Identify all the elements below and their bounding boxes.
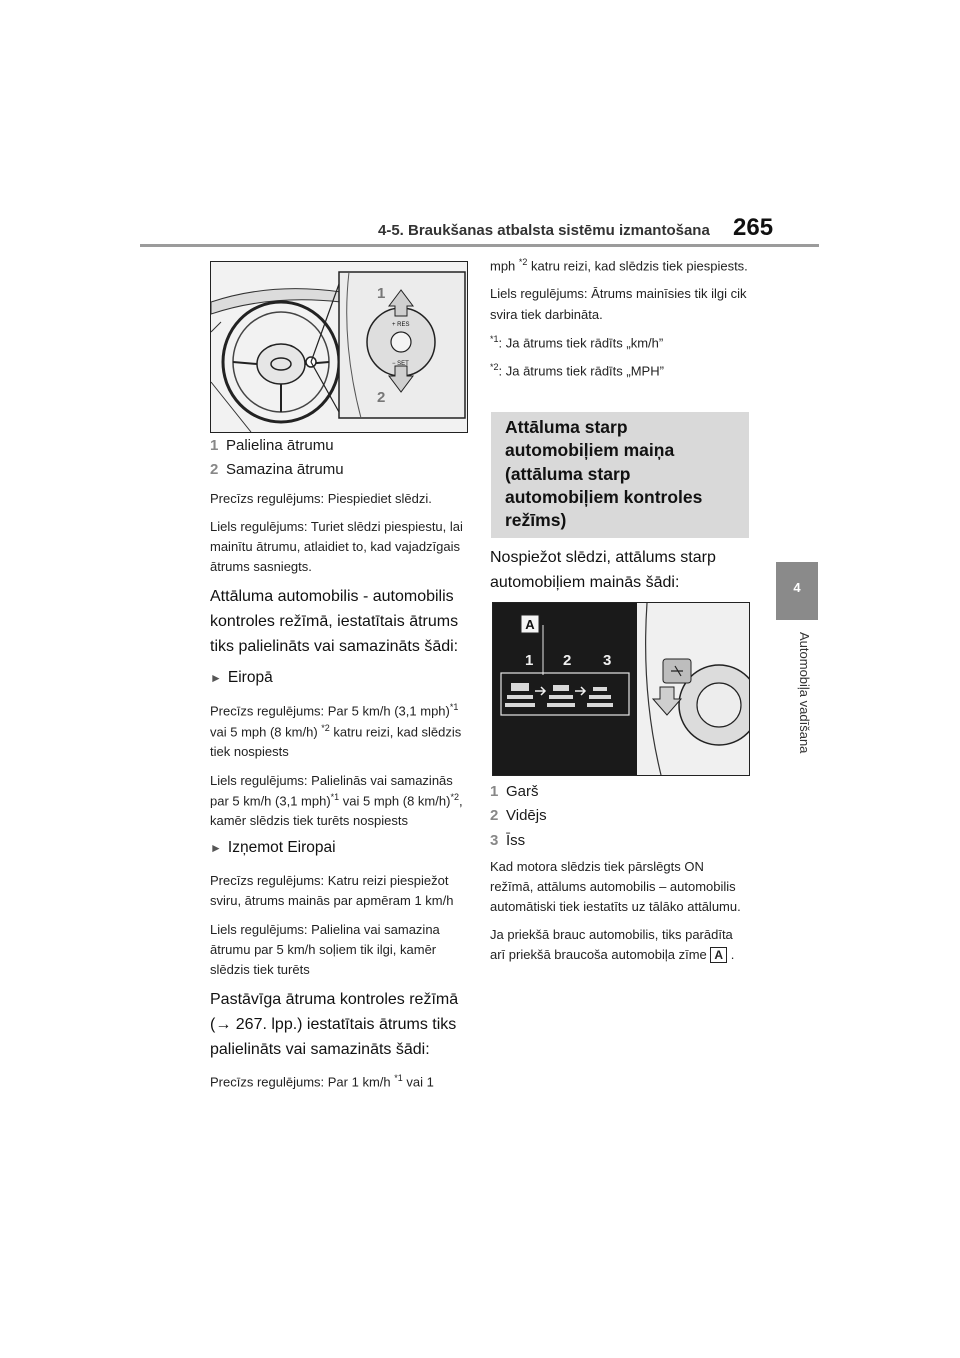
right-column-lower [490, 782, 748, 973]
header-rule [140, 244, 819, 247]
text: Liels regulējums: Palielinās vai samazinās par 5 km/h (3,1 mph) [210, 772, 453, 808]
distance-3: 3 [603, 652, 612, 669]
right-column [490, 256, 748, 390]
section-intro [490, 546, 748, 606]
footnote-ref: *2 [450, 791, 459, 802]
footnote-ref: *1 [449, 702, 459, 713]
paragraph [490, 925, 748, 965]
text: vai 5 mph (8 km/h) [339, 793, 451, 808]
chapter-tab-number: 4 [793, 580, 801, 595]
steering-wheel-illustration [210, 261, 468, 433]
text: vai 1 [402, 1074, 434, 1090]
paragraph [210, 771, 468, 832]
page-number: 265 [733, 214, 774, 241]
step-number: 3 [490, 831, 499, 849]
text: katru reizi, kad slēdzis tiek piespiests. [527, 258, 748, 274]
step-number: 2 [210, 461, 219, 479]
steering-wheel-drawing [211, 262, 467, 432]
paragraph: Precīzs regulējums: Katru reizi piespiežot sviru, ātrums mainās par apmēram 1 km/h [210, 873, 454, 909]
text: vai 5 mph (8 km/h) [210, 724, 322, 740]
paragraph [210, 1072, 468, 1092]
text: Ja priekšā brauc automobilis, tiks parādīta arī priekšā braucoša automobiļa zīme [490, 927, 733, 963]
step-long [490, 782, 748, 802]
paragraph: Liels regulējums: Palielina vai samazina ātrumu par 5 km/h soļiem tik ilgi, kamēr slēdzis tiek turēts [210, 921, 440, 977]
section-heading: Attāluma starp automobiļiem maiņa (attāluma starp automobiļiem kontroles režīms) [505, 417, 703, 531]
paragraph: Pastāvīga ātruma kontroles režīmā (→ 267. lpp.) iestatītais ātrums tiks palielināts vai samazināts šādi: [210, 990, 459, 1058]
label-a: A [525, 617, 535, 632]
text: katru reizi, kad slēdzis tiek nospiests [210, 724, 462, 760]
text: mph [490, 258, 519, 274]
step-short [490, 831, 748, 851]
text: Precīzs regulējums: Par 5 km/h (3,1 mph) [210, 703, 450, 719]
step-medium [490, 806, 748, 826]
bullet-except-europe [210, 839, 468, 857]
paragraph: Liels regulējums: Ātrums mainīsies tik ilgi cik svira tiek darbināta. [490, 286, 747, 322]
distance-2: 2 [563, 652, 572, 669]
step-number: 1 [490, 783, 499, 800]
footnote-ref: *1 [394, 1073, 403, 1084]
chapter-tab-label: Automobiļa vadīšana [797, 632, 812, 754]
text: : Ja ātrums tiek rādīts „km/h” [498, 335, 664, 351]
triangle-bullet-icon: ► [210, 671, 222, 686]
step-text: Vidējs [506, 807, 547, 825]
set-label: − SET [392, 361, 409, 367]
text: , kamēr slēdzis tiek turēts nospiests [210, 793, 463, 829]
paragraph: Kad motora slēdzis tiek pārslēgts ON režīmā, attālums automobilis – automobilis automātiski tiek iestatīts uz tālāko attālumu. [490, 858, 741, 915]
res-label: + RES [392, 322, 410, 328]
paragraph: Nospiežot slēdzi, attālums starp automobiļiem mainās šādi: [490, 549, 716, 591]
text: : Ja ātrums tiek rādīts „MPH” [498, 363, 664, 379]
step-number: 2 [490, 807, 499, 825]
step-text: Palielina ātrumu [226, 437, 334, 454]
step-text: Īss [506, 831, 526, 849]
step-number: 1 [210, 437, 219, 454]
bullet-text: Izņemot Eiropai [227, 839, 336, 857]
footnote-ref: *1 [330, 791, 340, 802]
distance-1: 1 [525, 652, 534, 669]
bullet-text: Eiropā [227, 669, 273, 687]
footnote-mark: *2 [490, 362, 499, 373]
step-text: Garš [506, 783, 539, 800]
step-increase [210, 436, 468, 456]
text: . [730, 947, 735, 963]
triangle-bullet-icon: ► [210, 841, 222, 856]
callout-1: 1 [377, 285, 386, 302]
step-text: Samazina ātrumu [226, 461, 344, 479]
footnote-ref: *2 [518, 257, 528, 267]
left-column [210, 436, 468, 1101]
callout-2: 2 [377, 389, 386, 406]
footnote-mark: *1 [490, 333, 499, 344]
distance-display-drawing [493, 603, 749, 775]
footnote-2 [490, 361, 748, 381]
paragraph [490, 256, 748, 276]
bullet-europe [210, 669, 468, 687]
label-a-box: A [710, 947, 727, 963]
paragraph [210, 701, 468, 762]
paragraph: Liels regulējums: Turiet slēdzi piespiestu, lai mainītu ātrumu, atlaidiet to, kad vajadzīgais ātrums sasniegts. [210, 518, 463, 574]
footnote-1 [490, 333, 748, 353]
distance-display-illustration [492, 602, 750, 776]
footnote-ref: *2 [321, 722, 330, 733]
paragraph: Precīzs regulējums: Piespiediet slēdzi. [210, 490, 432, 506]
step-decrease [210, 460, 468, 480]
paragraph: Attāluma automobilis - automobilis kontroles režīmā, iestatītais ātrums tiks palielināts vai samazināts šādi: [210, 588, 459, 655]
section-header-title: 4-5. Braukšanas atbalsta sistēmu izmantošana [378, 222, 710, 239]
text: Precīzs regulējums: Par 1 km/h [210, 1074, 395, 1090]
